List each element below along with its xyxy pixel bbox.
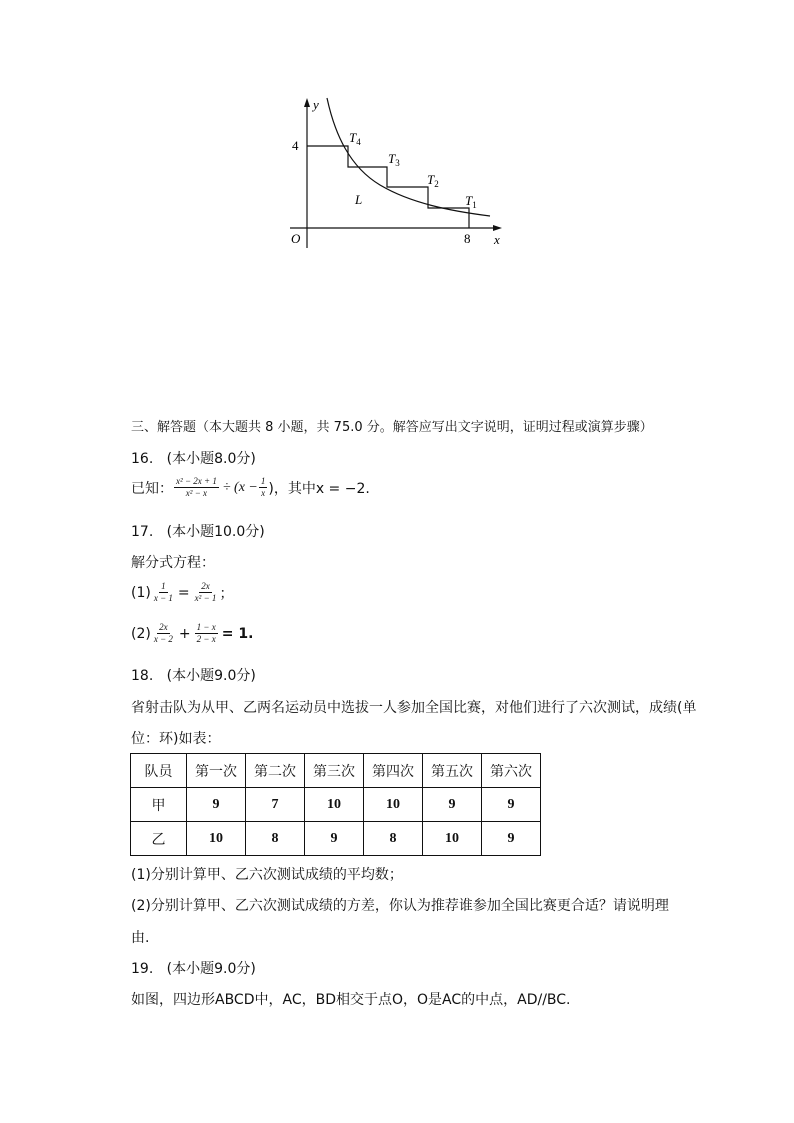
q17-part-2-fraction-a-numerator: 2x: [157, 623, 170, 634]
table-row-name: 乙: [131, 822, 187, 856]
q18-header: [131, 665, 256, 685]
step-label-t1: $T_1$: [465, 193, 477, 210]
q17-part-2-label: (2): [131, 625, 151, 642]
table-cell: 7: [246, 788, 305, 822]
q16-suffix: )，其中x = −2.: [268, 480, 370, 497]
q17-part-1-end: ；: [219, 585, 234, 602]
table-cell: 10: [305, 788, 364, 822]
table-cell: 9: [482, 822, 541, 856]
q17-part-2-fraction-b-denominator: 2 − x: [196, 634, 216, 645]
step-label-t2: $T_2$: [427, 172, 439, 189]
table-row: [131, 822, 541, 856]
table-cell: 9: [482, 788, 541, 822]
y-tick-label: 4: [292, 138, 299, 153]
table-header-cell: 第五次: [423, 754, 482, 788]
q16-expression: [131, 477, 370, 499]
table-cell: 9: [187, 788, 246, 822]
q17-header: [131, 521, 265, 541]
table-cell: 9: [423, 788, 482, 822]
table-cell: 8: [364, 822, 423, 856]
table-header-row: [131, 754, 541, 788]
y-axis-arrow: [304, 98, 310, 107]
table-header-cell: 第六次: [482, 754, 541, 788]
q19-number: 19.: [131, 961, 154, 977]
q17-part-2-fraction-b: [195, 623, 218, 645]
q17-part-2-fraction-b-numerator: 1 − x: [195, 623, 218, 634]
q18-part-2-line-2: 由.: [131, 930, 150, 946]
origin-label: O: [291, 231, 301, 246]
table-cell: 9: [305, 822, 364, 856]
q17-part-2-fraction-a: [152, 623, 175, 645]
q18-number: 18.: [131, 668, 154, 684]
q16-fraction-1-denominator: x² − x: [185, 488, 208, 499]
table-header-cell: 第三次: [305, 754, 364, 788]
q16-prefix: 已知：: [131, 480, 173, 497]
q16-header: [131, 448, 256, 468]
q18-points: (本小题9.0分): [166, 668, 256, 684]
table-row-name: 甲: [131, 788, 187, 822]
q17-points: (本小题10.0分): [166, 524, 265, 540]
q18-text-line-2: 位：环)如表：: [131, 731, 221, 747]
q16-fraction-1: [174, 477, 219, 499]
q18-text-line-1: 省射击队为从甲、乙两名运动员中选拔一人参加全国比赛，对他们进行了六次测试，成绩(单: [131, 700, 697, 716]
q17-part-1-label: (1): [131, 584, 151, 601]
table-cell: 10: [423, 822, 482, 856]
q19-text: 如图，四边形ABCD中，AC，BD相交于点O，O是AC的中点，AD//BC.: [131, 992, 571, 1008]
q17-part-2-end: = 1.: [221, 625, 254, 642]
q17-part-1-fraction-b-numerator: 2x: [199, 582, 212, 593]
q17-part-2: [131, 623, 253, 645]
q17-instruction: 解分式方程：: [131, 555, 215, 571]
q18-part-2-line-1: (2)分别计算甲、乙六次测试成绩的方差，你认为推荐谁参加全国比赛更合适？请说明理: [131, 898, 669, 914]
scores-table: [130, 753, 541, 856]
q16-fraction-1-numerator: x² − 2x + 1: [174, 477, 219, 488]
step-curve-figure: [280, 95, 510, 255]
q17-part-1-fraction-a-denominator: x − 1: [153, 593, 173, 604]
q17-part-2-plus: +: [178, 625, 191, 642]
step-label-t4: $T_4$: [349, 130, 361, 147]
step-label-t3: $T_3$: [388, 151, 400, 168]
table-cell: 10: [364, 788, 423, 822]
q17-part-1-fraction-a: [152, 582, 175, 604]
q17-part-1-fraction-a-numerator: 1: [159, 582, 168, 593]
x-axis-label: x: [494, 232, 500, 247]
q17-part-2-fraction-a-denominator: x − 2: [153, 634, 173, 645]
x-axis-arrow: [493, 225, 502, 231]
q16-fraction-2: [259, 477, 268, 499]
table-row: [131, 788, 541, 822]
table-cell: 8: [246, 822, 305, 856]
q19-header: [131, 958, 256, 978]
q19-points: (本小题9.0分): [166, 961, 256, 977]
q16-points: (本小题8.0分): [166, 451, 256, 467]
q17-part-1-fraction-b: [193, 582, 219, 604]
table-header-cell: 第一次: [187, 754, 246, 788]
q17-part-1-equals: =: [177, 584, 190, 601]
q18-part-1: (1)分别计算甲、乙六次测试成绩的平均数；: [131, 867, 403, 883]
x-tick-label: 8: [464, 231, 471, 246]
table-header-cell: 队员: [131, 754, 187, 788]
q17-part-1: [131, 582, 233, 604]
y-axis-label: y: [313, 97, 319, 112]
curve-label: L: [355, 192, 363, 207]
q17-part-1-fraction-b-denominator: x² − 1: [194, 593, 217, 604]
q17-number: 17.: [131, 524, 154, 540]
table-header-cell: 第四次: [364, 754, 423, 788]
q16-number: 16.: [131, 451, 154, 467]
q16-fraction-2-denominator: x: [261, 488, 266, 499]
q16-divide: ÷ (x −: [222, 479, 258, 495]
table-header-cell: 第二次: [246, 754, 305, 788]
table-cell: 10: [187, 822, 246, 856]
q16-fraction-2-numerator: 1: [259, 477, 268, 488]
section-heading: 三、解答题（本大题共 8 小题，共 75.0 分。解答应写出文字说明，证明过程或演算步骤）: [131, 420, 653, 435]
